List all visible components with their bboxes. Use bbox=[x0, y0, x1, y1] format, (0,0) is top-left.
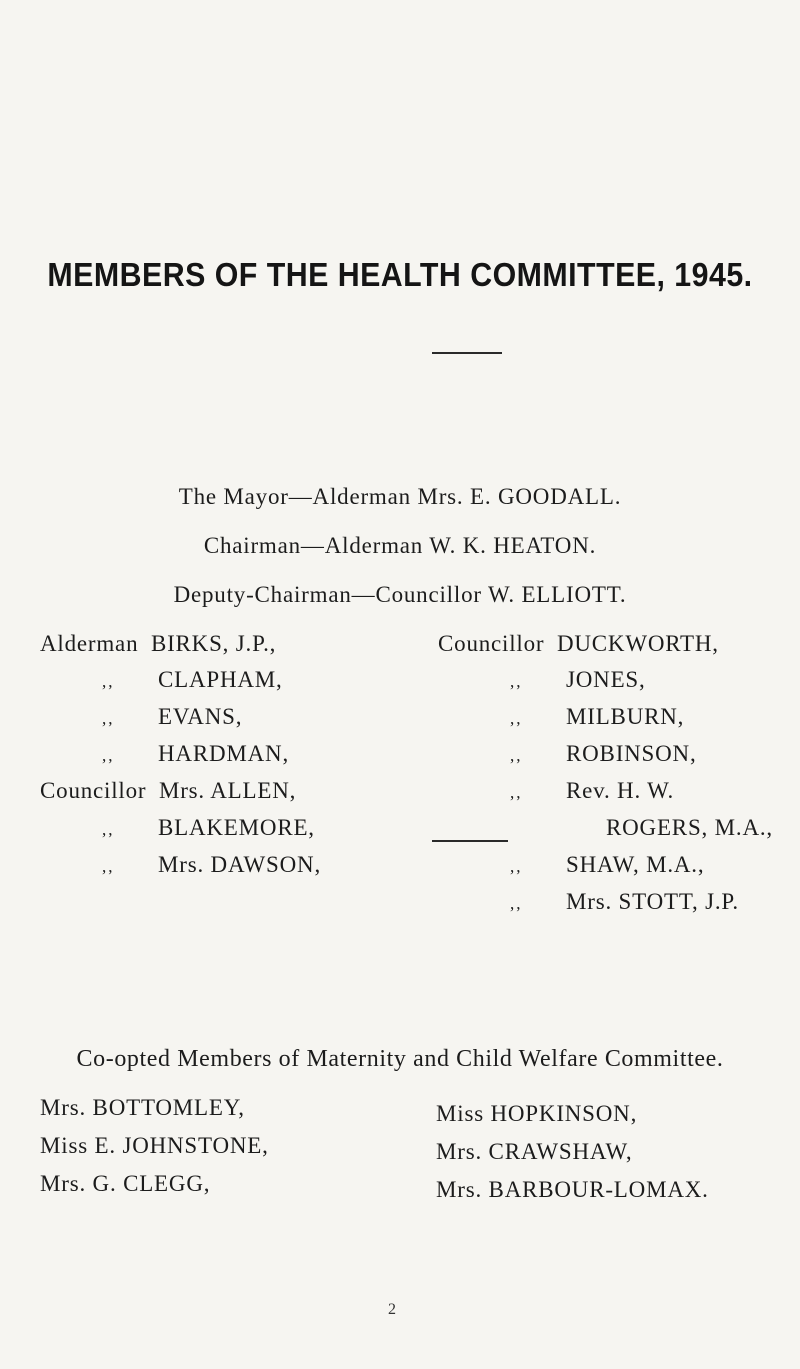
member-name: Mrs. STOTT, J.P. bbox=[566, 889, 739, 914]
member-name: HARDMAN, bbox=[158, 741, 289, 766]
divider-top bbox=[432, 352, 502, 354]
right-member-row bbox=[438, 631, 719, 657]
left-member-row bbox=[40, 631, 276, 657]
member-name: CLAPHAM, bbox=[158, 667, 283, 692]
left-member-row bbox=[102, 667, 115, 693]
ditto-mark: ,, bbox=[510, 783, 523, 802]
coopted-heading: Co-opted Members of Maternity and Child Welfare Committee. bbox=[76, 1046, 724, 1072]
left-member-row bbox=[40, 778, 296, 804]
ditto-mark: ,, bbox=[510, 709, 523, 728]
coopted-member: Mrs. G. CLEGG, bbox=[40, 1171, 211, 1196]
member-name: BIRKS, J.P., bbox=[150, 631, 277, 656]
left-member-row bbox=[102, 852, 115, 878]
right-member-row bbox=[510, 852, 523, 878]
member-name: ROBINSON, bbox=[566, 741, 697, 766]
member-prefix: Alderman bbox=[40, 631, 139, 656]
left-member-row bbox=[102, 741, 115, 767]
member-name: MILBURN, bbox=[566, 704, 685, 729]
member-name: EVANS, bbox=[158, 704, 243, 729]
right-member-row bbox=[510, 889, 523, 915]
ditto-mark: ,, bbox=[510, 672, 523, 691]
member-prefix: Councillor bbox=[438, 631, 545, 656]
right-member-row bbox=[510, 704, 523, 730]
member-name-continuation: ROGERS, M.A., bbox=[606, 815, 773, 840]
ditto-mark: ,, bbox=[510, 894, 523, 913]
ditto-mark: ,, bbox=[102, 746, 115, 765]
left-member-row bbox=[102, 704, 115, 730]
coopted-member: Mrs. BOTTOMLEY, bbox=[40, 1095, 245, 1120]
member-name: SHAW, M.A., bbox=[566, 852, 705, 877]
member-name: DUCKWORTH, bbox=[556, 631, 719, 656]
officer-chairman: Chairman—Alderman W. K. HEATON. bbox=[203, 533, 597, 558]
right-member-row bbox=[510, 667, 523, 693]
ditto-mark: ,, bbox=[102, 820, 115, 839]
right-member-row bbox=[510, 741, 523, 767]
ditto-mark: ,, bbox=[510, 857, 523, 876]
member-prefix: Councillor bbox=[40, 778, 147, 803]
member-name: Rev. H. W. bbox=[566, 778, 675, 803]
coopted-member: Mrs. BARBOUR-LOMAX. bbox=[436, 1177, 709, 1202]
ditto-mark: ,, bbox=[102, 709, 115, 728]
coopted-member: Miss E. JOHNSTONE, bbox=[40, 1133, 269, 1158]
officer-deputy-chairman: Deputy-Chairman—Councillor W. ELLIOTT. bbox=[173, 582, 627, 607]
coopted-member: Mrs. CRAWSHAW, bbox=[436, 1139, 633, 1164]
page-title: MEMBERS OF THE HEALTH COMMITTEE, 1945. bbox=[47, 256, 753, 293]
left-member-row bbox=[102, 815, 115, 841]
member-name: JONES, bbox=[566, 667, 646, 692]
ditto-mark: ,, bbox=[102, 672, 115, 691]
member-name: BLAKEMORE, bbox=[158, 815, 315, 840]
ditto-mark: ,, bbox=[102, 857, 115, 876]
member-name: Mrs. ALLEN, bbox=[158, 778, 297, 803]
ditto-mark: ,, bbox=[510, 746, 523, 765]
page-number: 2 bbox=[388, 1301, 396, 1318]
right-member-row bbox=[510, 778, 523, 804]
member-name: Mrs. DAWSON, bbox=[158, 852, 322, 877]
coopted-member: Miss HOPKINSON, bbox=[436, 1101, 638, 1126]
divider-middle bbox=[432, 840, 508, 842]
officer-mayor: The Mayor—Alderman Mrs. E. GOODALL. bbox=[178, 484, 622, 509]
